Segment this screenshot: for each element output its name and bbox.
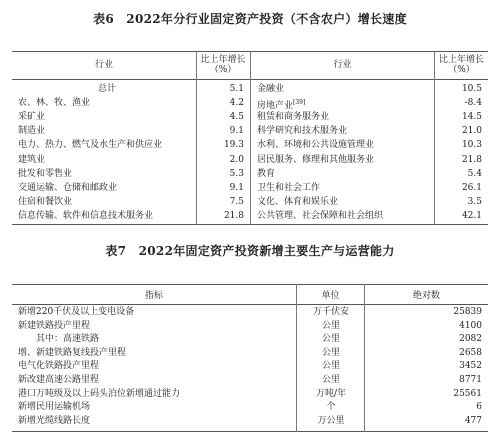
- growth-value: 5.1: [229, 84, 244, 94]
- growth-value: 4.2: [229, 98, 244, 109]
- industry-name: 金融业: [257, 84, 285, 94]
- industry-name: 电力、热力、燃气及水生产和供应业: [18, 140, 163, 151]
- growth-value: 5.4: [467, 168, 482, 179]
- table-row: [12, 389, 488, 401]
- table-row: [12, 402, 488, 414]
- table-row: [18, 181, 244, 195]
- indicator-name: 电气化铁路投产里程: [18, 361, 100, 372]
- table-row: [18, 153, 244, 167]
- industry-name: 交通运输、仓储和邮政业: [18, 182, 118, 193]
- indicator-name: 新改建高速公路里程: [18, 375, 100, 385]
- unit: 万公里: [317, 415, 345, 426]
- absolute-value: 2658: [459, 347, 482, 358]
- table-row: [18, 167, 244, 181]
- table-row: [257, 110, 482, 124]
- table-row: [12, 307, 488, 319]
- absolute-value: 25561: [453, 388, 482, 399]
- absolute-value: 477: [464, 415, 482, 426]
- table-row: [12, 375, 488, 387]
- growth-value: -8.4: [464, 98, 482, 109]
- table-row: [257, 124, 482, 138]
- indicator-name: 新增民用运输机场: [18, 402, 91, 413]
- industry-name: 公共管理、社会保障和社会组织: [257, 210, 384, 221]
- table-row: [18, 96, 244, 110]
- table-row: [12, 321, 488, 333]
- unit: 万千伏安: [312, 307, 349, 317]
- absolute-value: 2082: [459, 334, 482, 345]
- table-row: [18, 209, 244, 223]
- table6-header-industry-right: 行业: [333, 60, 352, 70]
- table-row: [257, 167, 482, 181]
- industry-name: 农、林、牧、渔业: [18, 98, 91, 109]
- unit: 万吨/年: [315, 388, 347, 399]
- table-row: [257, 209, 482, 223]
- footnote-ref: [39]: [293, 99, 306, 107]
- growth-value: 21.0: [461, 126, 482, 137]
- industry-name: 居民服务、修理和其他服务业: [257, 154, 375, 165]
- growth-value: 5.3: [229, 168, 244, 179]
- table7-header-unit: 单位: [321, 290, 340, 301]
- absolute-value: 3452: [459, 361, 482, 372]
- unit: 公里: [321, 320, 340, 331]
- unit: 公里: [321, 334, 340, 345]
- industry-name: 科学研究和技术服务业: [257, 126, 348, 137]
- absolute-value: 25839: [453, 307, 482, 317]
- growth-value: 42.1: [461, 210, 482, 221]
- table-row: [257, 195, 482, 209]
- absolute-value: 4100: [459, 320, 482, 331]
- growth-value: 10.5: [461, 84, 482, 94]
- table-row: [18, 138, 244, 152]
- industry-name: 租赁和商务服务业: [257, 112, 330, 123]
- growth-value: 10.3: [461, 140, 482, 151]
- table-row: [12, 361, 488, 373]
- unit: 公里: [321, 361, 340, 372]
- growth-value: 19.3: [223, 140, 244, 151]
- table7-bottom-rule: [12, 431, 488, 432]
- industry-name: 批发和零售业: [18, 168, 73, 179]
- industry-name: 文化、体育和娱乐业: [257, 196, 339, 207]
- table-row: [18, 110, 244, 124]
- table6-header-industry-left: 行业: [94, 60, 113, 70]
- indicator-name: 新建铁路投产里程: [18, 320, 91, 331]
- unit: 公里: [321, 375, 340, 385]
- industry-name: 教育: [257, 168, 276, 179]
- table-row: [12, 348, 488, 360]
- absolute-value: 6: [476, 402, 482, 413]
- growth-value: 9.1: [229, 126, 244, 137]
- table-row: [257, 96, 482, 110]
- growth-value: 9.1: [229, 182, 244, 193]
- industry-name: 信息传输、软件和信息技术服务业: [18, 210, 154, 221]
- unit: 个: [326, 402, 336, 413]
- table7-title: 表7 2022年固定资产投资新增主要生产与运营能力: [105, 244, 395, 258]
- absolute-value: 8771: [459, 375, 482, 385]
- indicator-name: 新增220千伏及以上变电设备: [18, 307, 135, 317]
- table6-header-growth-right: 比上年增长（%）: [438, 55, 484, 75]
- growth-value: 26.1: [461, 182, 482, 193]
- table-row: [18, 82, 244, 96]
- industry-name: 制造业: [18, 126, 46, 137]
- table-row: [18, 124, 244, 138]
- growth-value: 2.0: [229, 154, 244, 165]
- growth-value: 14.5: [461, 112, 482, 123]
- industry-name: 住宿和餐饮业: [18, 196, 73, 207]
- table6-title: 表6 2022年分行业固定资产投资（不含农户）增长速度: [93, 12, 407, 26]
- unit: 公里: [321, 347, 340, 358]
- indicator-name: 港口万吨级及以上码头泊位新增通过能力: [18, 388, 181, 399]
- growth-value: 3.5: [467, 196, 482, 207]
- growth-value: 7.5: [229, 196, 244, 207]
- table-row: [257, 82, 482, 96]
- indicator-name: 增、新建铁路复线投产里程: [18, 347, 127, 358]
- table6: [12, 51, 488, 225]
- table-row: [257, 138, 482, 152]
- table7-header-rule: [12, 304, 488, 305]
- industry-name: 水利、环境和公共设施管理业: [257, 140, 375, 151]
- table-row: [257, 153, 482, 167]
- industry-name: 建筑业: [18, 154, 46, 165]
- table-row: [257, 181, 482, 195]
- indicator-name: 其中：高速铁路: [36, 334, 100, 345]
- table7-header-value: 绝对数: [412, 290, 440, 301]
- table7-header-indicator: 指标: [144, 290, 163, 301]
- table7: [12, 284, 488, 432]
- industry-name: 卫生和社会工作: [257, 182, 321, 193]
- table6-header-growth-left: 比上年增长（%）: [200, 55, 246, 75]
- growth-value: 21.8: [223, 210, 244, 221]
- industry-name: 房地产业[39]: [257, 99, 306, 112]
- industry-name: 采矿业: [18, 112, 46, 123]
- growth-value: 21.8: [461, 154, 482, 165]
- indicator-name: 新增光缆线路长度: [18, 415, 91, 426]
- table-row: [12, 334, 488, 346]
- table-row: [18, 195, 244, 209]
- table-row: [12, 416, 488, 428]
- industry-name: 总计: [98, 84, 117, 94]
- growth-value: 4.5: [229, 112, 244, 123]
